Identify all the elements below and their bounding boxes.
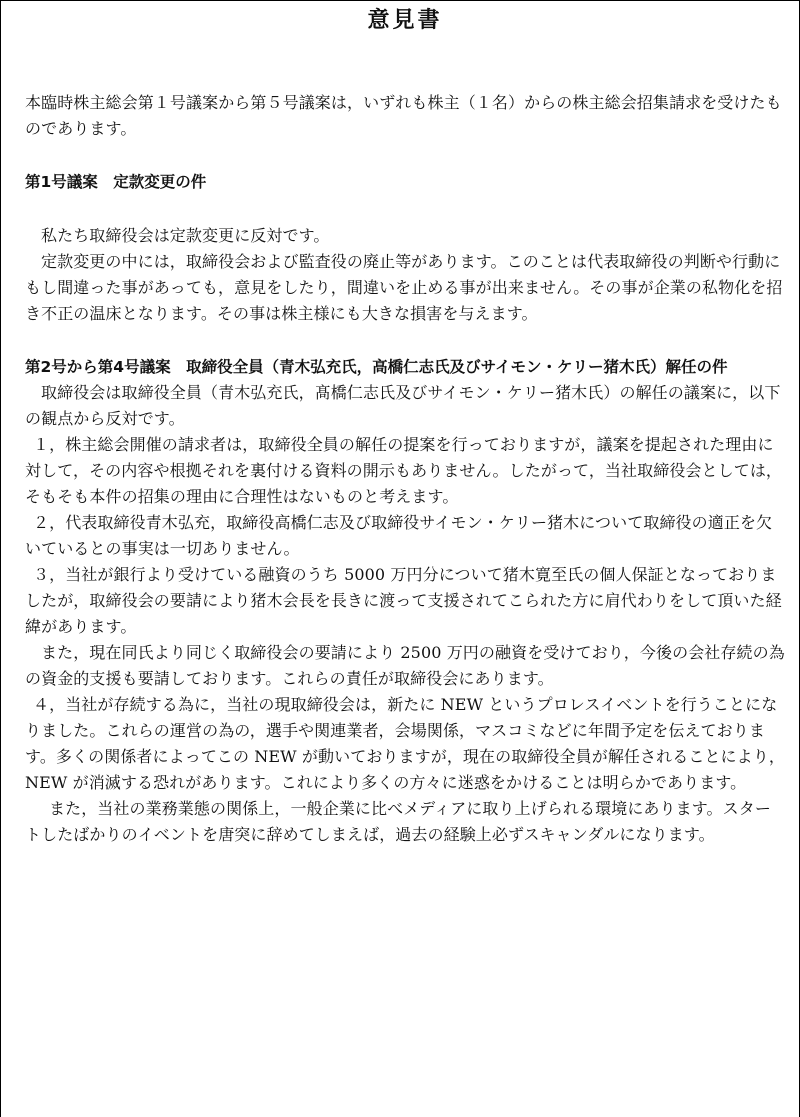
intro-paragraph: 本臨時株主総会第１号議案から第５号議案は，いずれも株主（１名）からの株主総会招集請求を受けたものであります。	[25, 93, 782, 138]
section2-paragraph-2: １，株主総会開催の請求者は，取締役全員の解任の提案を行っておりますが，議案を提起された理由に対して，その内容や根拠それを裏付ける資料の開示もありません。したがって，当社取締役会としては，そもそも本件の招集の理由に合理性はないものと考えます。	[25, 435, 783, 506]
section1-heading: 第1号議案 定款変更の件	[25, 173, 207, 191]
section2-paragraph-4: ３，当社が銀行より受けている融資のうち 5000 万円分について猪木寛至氏の個人保証となっておりましたが，取締役会の要請により猪木会長を長きに渡って支援されてこられた方に肩代わりをして頂いた経緯があります。	[25, 565, 782, 636]
section2-paragraph-3: ２，代表取締役青木弘充，取締役高橋仁志及び取締役サイモン・ケリー猪木について取締役の適正を欠いているとの事実は一切ありません。	[25, 513, 773, 558]
section2-heading: 第2号から第4号議案 取締役全員（青木弘充氏，高橋仁志氏及びサイモン・ケリー猪木氏）解任の件	[25, 358, 728, 376]
section2-paragraph-5: また，現在同氏より同じく取締役会の要請により 2500 万円の融資を受けており，今後の会社存続の為の資金的支援も要請しております。これらの責任が取締役会にあります。	[25, 643, 785, 688]
section2-paragraph-7: また，当社の業務業態の関係上，一般企業に比べメディアに取り上げられる環境にあります。スタートしたばかりのイベントを唐突に辞めてしまえば，過去の経験上必ずスキャンダルになります。	[25, 799, 771, 844]
section2-paragraph-1: 取締役会は取締役全員（青木弘充氏，髙橋仁志氏及びサイモン・ケリー猪木氏）の解任の議案に，以下の観点から反対です。	[25, 383, 781, 428]
section1-paragraph-1: 私たち取締役会は定款変更に反対です。	[41, 226, 330, 245]
section2-paragraph-6: ４，当社が存続する為に，当社の現取締役会は，新たに NEW というプロレスイベントを行うことになりました。これらの運営の為の，選手や関連業者，会場関係，マスコミなどに年間予定を伝えております。多くの関係者によってこの NEW が動いておりますが，現在の取締役全員が解任されることにより，NEW が消滅する恐れがあります。これにより多くの方々に迷惑をかけることは明らかであります。	[25, 695, 785, 792]
document-title: 意見書	[367, 8, 443, 33]
section1-paragraph-2: 定款変更の中には，取締役会および監査役の廃止等があります。このことは代表取締役の判断や行動にもし間違った事があっても，意見をしたり，間違いを止める事が出来ません。その事が企業の私物化を招き不正の温床となります。その事は株主様にも大きな損害を与えます。	[25, 252, 783, 323]
